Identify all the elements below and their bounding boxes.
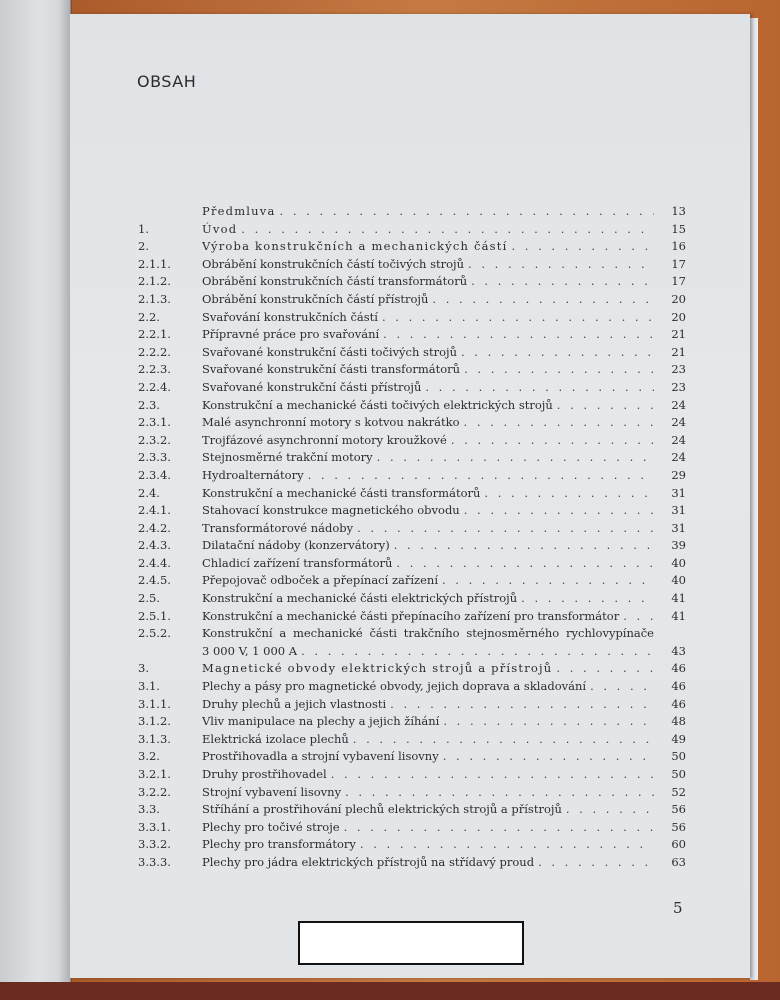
toc-title: Konstrukční a mechanické části trakčního stejnosměrného rychlovypínače [202,626,654,641]
toc-leader-dots [443,748,654,766]
toc-section-number: 2.2.4. [138,379,171,394]
redaction-box [298,921,524,965]
toc-leader-dots [396,555,654,573]
toc-title: Hydroalternátory [202,467,304,482]
toc-title: Stejnosměrné trakční motory [202,450,373,465]
toc-title: Druhy prostřihovadel [202,767,327,781]
toc-leader-dots [464,414,654,432]
toc-title: Výroba konstrukčních a mechanických částí [202,239,508,254]
toc-leader-dots [241,221,654,239]
toc-page-number: 31 [671,520,686,535]
toc-entry-body [202,485,658,503]
toc-entry-body [202,238,658,256]
toc-entry-body [202,449,658,467]
toc-title: Vliv manipulace na plechy a jejich žíhání [202,714,440,729]
toc-title: Chladicí zařízení transformátorů [202,555,393,570]
toc-leader-dots [394,537,654,555]
toc-entry [138,414,686,432]
toc-section-number: 3.2. [138,749,160,764]
toc-leader-dots [623,608,654,626]
toc-entry [138,555,686,573]
toc-section-number: 2.4.2. [138,520,171,535]
toc-entry-body [202,748,658,766]
toc-leader-dots [390,696,654,714]
toc-leader-dots [557,397,654,415]
toc-leader-dots [451,432,654,450]
toc-page-number: 52 [671,784,686,799]
toc-entry [138,696,686,714]
toc-section-number: 2. [138,239,149,254]
page-edge [750,18,758,980]
toc-leader-dots [464,502,654,520]
toc-section-number: 2.1.2. [138,274,171,289]
toc-section-number: 2.3.4. [138,467,171,482]
toc-section-number: 3.3.2. [138,837,171,852]
toc-entry [138,572,686,590]
toc-title: Konstrukční a mechanické části točivých elektrických strojů [202,397,553,412]
toc-entry [138,660,686,678]
toc-entry [138,766,686,784]
toc-section-number: 3.1. [138,679,160,694]
toc-leader-dots [377,449,654,467]
toc-section-number: 2.4.4. [138,555,171,570]
toc-leader-dots [432,291,654,309]
toc-title: Úvod [202,221,238,236]
toc-section-number: 2.1.3. [138,291,171,306]
toc-entry-body [202,836,658,854]
toc-page-number: 40 [671,555,686,570]
toc-leader-dots [442,572,654,590]
toc-title: Plechy pro točivé stroje [202,819,340,834]
toc-section-number: 3.1.2. [138,714,171,729]
toc-page-number: 17 [671,256,686,271]
toc-entry-body [202,590,658,608]
toc-page-number: 31 [671,485,686,500]
toc-entry-body [202,660,658,678]
toc-page-number: 24 [671,450,686,465]
toc-page-number: 43 [671,643,686,658]
toc-page-number: 49 [671,731,686,746]
toc-page-number: 23 [671,379,686,394]
toc-entry-body [202,432,658,450]
toc-entry [138,291,686,309]
toc-entry-body [202,678,658,696]
toc-entry-body [202,397,658,415]
toc-leader-dots [556,660,654,678]
toc-entry-body [202,731,658,749]
toc-entry-body [202,344,658,362]
toc-title: Transformátorové nádoby [202,520,354,535]
toc-leader-dots [425,379,654,397]
toc-leader-dots [353,731,654,749]
toc-title: Prostřihovadla a strojní vybavení lisovny [202,749,439,764]
page-heading: OBSAH [137,72,197,91]
toc-title: Dilatační nádoby (konzervátory) [202,538,390,553]
page-number: 5 [673,899,683,917]
toc-entry [138,344,686,362]
toc-entry [138,590,686,608]
toc-entry-body [202,291,658,309]
toc-entry-body [202,766,658,784]
toc-entry-body [202,361,658,379]
toc-page-number: 46 [671,696,686,711]
toc-section-number: 3.1.1. [138,696,171,711]
toc-entry [138,238,686,256]
toc-section-number: 3.2.2. [138,784,171,799]
toc-title: Přípravné práce pro svařování [202,327,380,342]
toc-title: Svařované konstrukční části transformátorů [202,362,461,377]
toc-section-number: 3.3. [138,802,160,817]
toc-entry [138,485,686,503]
toc-title: Konstrukční a mechanické části přepínacího zařízení pro transformátor [202,608,620,623]
toc-title: Magnetické obvody elektrických strojů a přístrojů [202,661,553,676]
toc-entry [138,221,686,239]
toc-page-number: 15 [671,221,686,236]
toc-page-number: 23 [671,362,686,377]
toc-entry [138,608,686,626]
toc-entry-body [202,256,658,274]
toc-title: Svařované konstrukční části přístrojů [202,379,422,394]
toc-section-number: 2.3. [138,397,160,412]
toc-page-number: 29 [671,467,686,482]
toc-entry [138,273,686,291]
toc-section-number: 3.3.3. [138,854,171,869]
toc-section-number: 2.3.3. [138,450,171,465]
toc-page-number: 50 [671,749,686,764]
toc-section-number: 3.3.1. [138,819,171,834]
toc-entry-body [202,801,658,819]
toc-title: Stahovací konstrukce magnetického obvodu [202,503,460,518]
toc-entry [138,537,686,555]
toc-page-number: 24 [671,397,686,412]
toc-page-number: 63 [671,854,686,869]
toc-section-number: 3.2.1. [138,767,171,781]
toc-section-number: 3.1.3. [138,731,171,746]
toc-leader-dots [357,520,654,538]
toc-section-number: 2.4. [138,485,160,500]
toc-entry-body [202,537,658,555]
toc-entry-body [202,221,658,239]
toc-entry [138,520,686,538]
toc-section-number: 2.3.1. [138,415,171,430]
toc-page-number: 16 [671,239,686,254]
toc-title: Svařované konstrukční části točivých strojů [202,344,457,359]
toc-entry [138,819,686,837]
toc-page-number: 46 [671,661,686,676]
toc-title: Obrábění konstrukčních částí točivých strojů [202,256,465,271]
toc-page-number: 60 [671,837,686,852]
toc-entry-body [202,819,658,837]
toc-entry-body [202,608,658,626]
toc-section-number: 3. [138,661,149,676]
toc-title: Obrábění konstrukčních částí přístrojů [202,291,429,306]
toc-entry [138,361,686,379]
toc-leader-dots [484,485,654,503]
toc-entry-body [202,379,658,397]
toc-title-continuation: 3 000 V, 1 000 A [202,643,298,658]
toc-leader-dots [331,766,654,784]
toc-leader-dots [308,467,654,485]
toc-leader-dots [538,854,654,872]
toc-leader-dots [464,361,654,379]
toc-page-number: 56 [671,819,686,834]
toc-section-number: 1. [138,221,149,236]
toc-entry [138,432,686,450]
toc-entry [138,467,686,485]
toc-title: Elektrická izolace plechů [202,731,349,746]
toc-section-number: 2.5.2. [138,626,171,641]
toc-section-number: 2.5. [138,591,160,606]
toc-entry-body [202,854,658,872]
toc-entry [138,203,686,221]
toc-page-number: 41 [671,608,686,623]
toc-title: Plechy a pásy pro magnetické obvody, jejich doprava a skladování [202,679,587,694]
toc-entry-body [202,696,658,714]
toc-entry [138,309,686,327]
toc-leader-dots [590,678,654,696]
toc-entry [138,854,686,872]
toc-title: Druhy plechů a jejich vlastnosti [202,696,387,711]
toc-entry [138,379,686,397]
toc-leader-dots [468,256,654,274]
toc-section-number: 2.2.1. [138,327,171,342]
toc-leader-dots [301,643,654,661]
toc-entry-body [202,309,658,327]
toc-page-number: 46 [671,679,686,694]
toc-leader-dots [566,801,654,819]
toc-entry [138,784,686,802]
toc-page-number: 56 [671,802,686,817]
table-of-contents [138,203,686,872]
toc-title: Plechy pro jádra elektrických přístrojů na střídavý proud [202,854,535,869]
toc-leader-dots [443,713,654,731]
toc-entry [138,748,686,766]
toc-page-number: 41 [671,591,686,606]
toc-title: Předmluva [202,204,276,218]
toc-title: Strojní vybavení lisovny [202,784,342,799]
toc-page-number: 13 [671,204,686,218]
toc-entry [138,256,686,274]
toc-page-number: 40 [671,573,686,588]
toc-title: Obrábění konstrukčních částí transformátorů [202,274,468,289]
toc-section-number: 2.4.1. [138,503,171,518]
toc-entry-body [202,713,658,731]
toc-section-number: 2.2. [138,309,160,324]
toc-entry [138,801,686,819]
toc-page-number: 31 [671,503,686,518]
toc-entry [138,713,686,731]
toc-section-number: 2.1.1. [138,256,171,271]
toc-leader-dots [511,238,654,256]
toc-title: Přepojovač odboček a přepínací zařízení [202,573,438,588]
toc-section-number: 2.3.2. [138,432,171,447]
toc-section-number: 2.4.3. [138,538,171,553]
toc-leader-dots [360,836,654,854]
toc-leader-dots [344,819,654,837]
toc-page-number: 20 [671,291,686,306]
toc-entry-body [202,572,658,590]
toc-section-number: 2.4.5. [138,573,171,588]
toc-entry-body [202,203,658,221]
toc-entry [138,731,686,749]
toc-title: Stříhání a prostřihování plechů elektrických strojů a přístrojů [202,802,562,817]
toc-section-number: 2.2.3. [138,362,171,377]
toc-entry [138,326,686,344]
toc-title: Svařování konstrukčních částí [202,309,378,324]
toc-section-number: 2.2.2. [138,344,171,359]
book-cover-edge [0,982,780,1000]
toc-leader-dots [521,590,654,608]
toc-page-number: 21 [671,344,686,359]
toc-entry-body [202,326,658,344]
toc-page-number: 39 [671,538,686,553]
toc-leader-dots [345,784,654,802]
toc-title: Malé asynchronní motory s kotvou nakrátko [202,415,460,430]
toc-page-number: 50 [671,767,686,781]
toc-page-number: 24 [671,415,686,430]
toc-title-continuation-row [202,643,686,661]
toc-leader-dots [461,344,654,362]
toc-page-number: 24 [671,432,686,447]
toc-section-number: 2.5.1. [138,608,171,623]
toc-entry-body [202,414,658,432]
toc-page-number: 21 [671,327,686,342]
toc-leader-dots [382,309,654,327]
toc-entry-body [202,502,658,520]
toc-entry-body [202,784,658,802]
toc-entry [138,836,686,854]
toc-leader-dots [471,273,654,291]
toc-title: Plechy pro transformátory [202,837,356,852]
toc-title: Konstrukční a mechanické části transformátorů [202,485,481,500]
toc-entry [138,678,686,696]
toc-page-number: 20 [671,309,686,324]
toc-entry [138,449,686,467]
toc-title: Konstrukční a mechanické části elektrických přístrojů [202,591,518,606]
toc-entry [138,625,686,660]
toc-entry [138,502,686,520]
toc-page-number: 48 [671,714,686,729]
toc-entry-body [202,555,658,573]
toc-entry-body [202,273,658,291]
toc-title: Trojfázové asynchronní motory kroužkové [202,432,447,447]
toc-leader-dots [383,326,654,344]
toc-entry [138,397,686,415]
toc-entry-body [202,520,658,538]
toc-leader-dots [280,203,654,221]
toc-page-number: 17 [671,274,686,289]
toc-entry-body [202,625,686,660]
toc-entry-body [202,467,658,485]
